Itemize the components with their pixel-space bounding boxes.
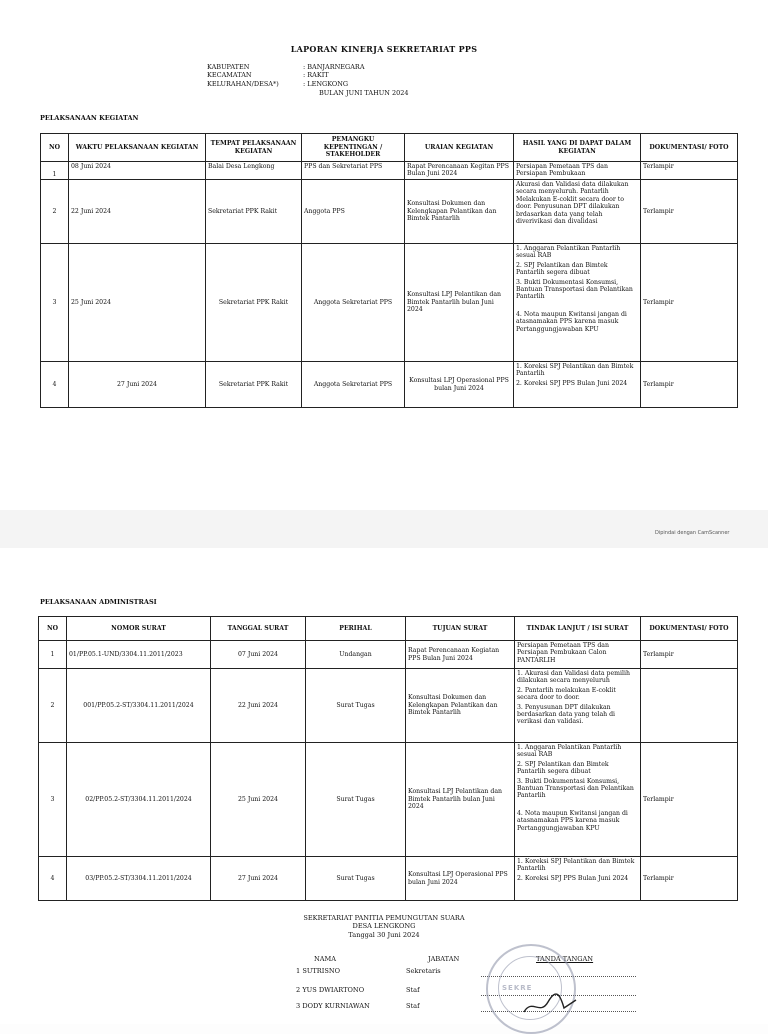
report-info (207, 63, 365, 88)
cell-pemangku: Anggota Sekretariat PPS (302, 362, 405, 408)
signature-stroke (524, 994, 576, 1012)
report-period: BULAN JUNI TAHUN 2024 (319, 89, 409, 97)
handwritten-signature (520, 990, 580, 1020)
cell-tindak (515, 641, 641, 669)
cell-dokumentasi: Terlampir (641, 641, 738, 669)
tindak-item: 3. Penyusunan DPT dilakukan berdasarkan data yang telah di verikasi dan validasi. (517, 703, 616, 726)
cell-tindak (515, 857, 641, 901)
cell-hasil (514, 180, 641, 244)
cell-pemangku: Anggota Sekretariat PPS (302, 244, 405, 362)
signatory-nama: YUS DWIARTONO (302, 986, 365, 994)
cell-uraian: Konsultasi Dokumen dan Kelengkapan Pelantikan dan Bimtek Pantarlih (405, 180, 514, 244)
hasil-item: 2. SPJ Pelantikan dan Bimtek Pantarlih segera dibuat (516, 261, 608, 277)
tindak-item: 2. SPJ Pelantikan dan Bimtek Pantarlih segera dibuat (517, 760, 609, 776)
section-title-administrasi: PELAKSANAAN ADMINISTRASI (40, 598, 157, 606)
cell-tujuan: Konsultasi Dokumen dan Kelengkapan Pelantikan dan Bimtek Pantarlih (406, 669, 515, 743)
scanner-watermark: Dipindai dengan CamScanner (655, 530, 730, 536)
cell-no: 4 (41, 362, 69, 408)
report-title: LAPORAN KINERJA SEKRETARIAT PPS (290, 44, 478, 54)
signature-header (0, 914, 768, 939)
cell-hasil (514, 362, 641, 408)
header-cell: NO (39, 617, 67, 641)
cell-pemangku: Anggota PPS (302, 180, 405, 244)
tindak-item: 3. Bukti Dokumentasi Konsumsi, Bantuan Transportasi dan Pelantikan Pantarlih (517, 777, 634, 800)
info-row (207, 80, 365, 88)
info-label: KELURAHAN/DESA*) (207, 79, 279, 88)
cell-nomor: 03/PP.05.2-ST/3304.11.2011/2024 (67, 857, 211, 901)
kegiatan-table (40, 133, 738, 408)
info-row (207, 71, 365, 79)
cell-no: 1 (39, 641, 67, 669)
org-line-2: DESA LENGKONG (352, 922, 416, 931)
cell-nomor: 02/PP.05.2-ST/3304.11.2011/2024 (67, 743, 211, 857)
hasil-text: Akurasi dan Validasi data dilakukan secara menyeluruh. Pantarlih Melakukan E-coklit secara door to door. Penyusunan DPT dilakukan brdasarkan data yang telah diverivikasi dan divalidasi (516, 181, 629, 226)
official-stamp (486, 944, 576, 1034)
info-label: KECAMATAN (207, 71, 252, 80)
hasil-item: 3. Bukti Dokumentasi Konsumsi, Bantuan Transportasi dan Pelantikan Pantarlih (516, 278, 633, 301)
header-cell: HASIL YANG DI DAPAT DALAM KEGIATAN (514, 134, 641, 162)
header-cell: TINDAK LANJUT / ISI SURAT (515, 617, 641, 641)
info-label: KABUPATEN (207, 63, 250, 71)
header-cell: NOMOR SURAT (67, 617, 211, 641)
table-row (39, 641, 738, 669)
header-cell: URAIAN KEGIATAN (405, 134, 514, 162)
cell-tujuan: Rapat Perencanaan Kegiatan PPS Bulan Juni 2024 (406, 641, 515, 669)
org-line-1: SEKRETARIAT PANITIA PEMUNGUTAN SUARA (303, 914, 465, 922)
cell-no: 3 (41, 244, 69, 362)
cell-uraian: Rapat Perencanaan Kegitan PPS Bulan Juni 2024 (405, 162, 514, 180)
info-value: : RAKIT (303, 71, 329, 80)
cell-perihal: Surat Tugas (306, 743, 406, 857)
header-cell: DOKUMENTASI/ FOTO (641, 617, 738, 641)
table-header-row (39, 617, 738, 641)
table-row (41, 180, 738, 244)
table-row (41, 162, 738, 180)
header-cell: TUJUAN SURAT (406, 617, 515, 641)
cell-pemangku: PPS dan Sekretariat PPS (302, 162, 405, 180)
cell-tanggal: 25 Juni 2024 (211, 743, 306, 857)
cell-dokumentasi: Terlampir (641, 244, 738, 362)
hasil-text: Persiapan Pemetaan TPS dan Persiapan Pembukaan (516, 163, 608, 178)
cell-tanggal: 07 Juni 2024 (211, 641, 306, 669)
cell-no: 2 (39, 669, 67, 743)
cell-no: 2 (41, 180, 69, 244)
cell-dokumentasi: Terlampir (641, 362, 738, 408)
cell-dokumentasi: Terlampir (641, 857, 738, 901)
info-value: : BANJARNEGARA (303, 63, 365, 71)
header-cell: TEMPAT PELAKSANAAN KEGIATAN (206, 134, 302, 162)
table-row (41, 362, 738, 408)
cell-tujuan: Konsultasi LPJ Pelantikan dan Bimtek Pantarlih bulan Juni 2024 (406, 743, 515, 857)
col-nama-label: NAMA (314, 955, 337, 963)
header-cell: TANGGAL SURAT (211, 617, 306, 641)
cell-waktu: 25 Juni 2024 (69, 244, 206, 362)
signatory-no: 1 (296, 967, 301, 975)
tindak-item: 1. Koreksi SPJ Pelantikan dan Bimtek Pantarlih (517, 858, 635, 873)
page-gap (0, 510, 768, 548)
header-cell: NO (41, 134, 69, 162)
signatory-no: 3 (296, 1002, 301, 1010)
cell-dokumentasi: Terlampir (641, 162, 738, 180)
hasil-item: 2. Koreksi SPJ PPS Bulan Juni 2024 (516, 379, 628, 387)
cell-nomor: 01/PP.05.1-UND/3304.11.2011/2023 (67, 641, 211, 669)
table-row (41, 244, 738, 362)
cell-waktu: 08 Juni 2024 (69, 162, 206, 180)
cell-uraian: Konsultasi LPJ Operasional PPS bulan Juni 2024 (405, 362, 514, 408)
cell-perihal: Surat Tugas (306, 669, 406, 743)
tindak-item: 2. Pantarlih melakukan E-coklit secara door to door. (517, 686, 616, 702)
page-2 (0, 548, 768, 1024)
hasil-item: 1. Anggaran Pelantikan Pantarlih sesuai RAB (516, 245, 621, 260)
header-cell: DOKUMENTASI/ FOTO (641, 134, 738, 162)
administrasi-table (38, 616, 738, 901)
cell-tanggal: 27 Juni 2024 (211, 857, 306, 901)
cell-uraian: Konsultasi LPJ Pelantikan dan Bimtek Pantarlih bulan Juni 2024 (405, 244, 514, 362)
section-title-kegiatan: PELAKSANAAN KEGIATAN (40, 114, 139, 122)
header-cell: PERIHAL (306, 617, 406, 641)
signatory-row (296, 986, 636, 996)
cell-tujuan: Konsultasi LPJ Operasional PPS bulan Juni 2024 (406, 857, 515, 901)
cell-no: 3 (39, 743, 67, 857)
cell-hasil (514, 244, 641, 362)
signatory-row (296, 1002, 636, 1012)
stamp-text: SEKRE (502, 984, 533, 992)
signatory-jabatan: Staf (406, 986, 420, 994)
signatory-jabatan: Sekretaris (406, 967, 441, 975)
signatory-nama: DODY KURNIAWAN (302, 1002, 370, 1010)
cell-waktu: 22 Juni 2024 (69, 180, 206, 244)
cell-dokumentasi: Terlampir (641, 180, 738, 244)
signatory-nama: SUTRISNO (302, 967, 341, 975)
hasil-item: 4. Nota maupun Kwitansi jangan di atasnamakan PPS karena masuk Pertanggungjawaban KPU (516, 310, 627, 333)
tindak-item: 2. Koreksi SPJ PPS Bulan Juni 2024 (517, 874, 629, 882)
signatory-name (296, 1002, 406, 1012)
cell-tindak (515, 743, 641, 857)
signatory-jabatan: Staf (406, 1002, 420, 1010)
cell-waktu: 27 Juni 2024 (69, 362, 206, 408)
table-row (39, 743, 738, 857)
info-value: : LENGKONG (303, 79, 349, 88)
signatory-name (296, 967, 406, 977)
table-row (39, 857, 738, 901)
cell-tempat: Balai Desa Lengkong (206, 162, 302, 180)
cell-tempat: Sekretariat PPK Rakit (206, 180, 302, 244)
cell-nomor: 001/PP.05.2-ST/3304.11.2011/2024 (67, 669, 211, 743)
col-jabatan-label: JABATAN (428, 955, 460, 963)
cell-dokumentasi (641, 669, 738, 743)
header-cell: WAKTU PELAKSANAAN KEGIATAN (69, 134, 206, 162)
cell-tindak (515, 669, 641, 743)
cell-perihal: Surat Tugas (306, 857, 406, 901)
tindak-item: 1. Anggaran Pelantikan Pantarlih sesuai RAB (517, 744, 622, 759)
tindak-item: 4. Nota maupun Kwitansi jangan di atasnamakan PPS karena masuk Pertanggungjawaban KPU (517, 809, 628, 832)
table-row (39, 669, 738, 743)
cell-tempat: Sekretariat PPK Rakit (206, 362, 302, 408)
page-1 (0, 0, 768, 510)
signatory-no: 2 (296, 986, 301, 994)
cell-tanggal: 22 Juni 2024 (211, 669, 306, 743)
cell-no: 4 (39, 857, 67, 901)
info-row (207, 63, 365, 71)
header-cell: PEMANGKU KEPENTINGAN / STAKEHOLDER (302, 134, 405, 162)
cell-dokumentasi: Terlampir (641, 743, 738, 857)
tindak-item: 1. Akurasi dan Validasi data pemilih dilakukan secara menyeluruh (517, 670, 630, 685)
table-header-row (41, 134, 738, 162)
col-ttd-label: TANDA TANGAN (536, 955, 594, 963)
signatory-row (296, 967, 636, 977)
signature-date: Tanggal 30 Juni 2024 (348, 930, 420, 939)
tindak-text: Persiapan Pemetaan TPS dan Persiapan Pembukaan Calon PANTARLIH (517, 642, 609, 664)
cell-no: 1 (41, 162, 69, 180)
cell-perihal: Undangan (306, 641, 406, 669)
hasil-item: 1. Koreksi SPJ Pelantikan dan Bimtek Pantarlih (516, 363, 634, 378)
cell-hasil (514, 162, 641, 180)
cell-tempat: Sekretariat PPK Rakit (206, 244, 302, 362)
signatory-name (296, 986, 406, 996)
